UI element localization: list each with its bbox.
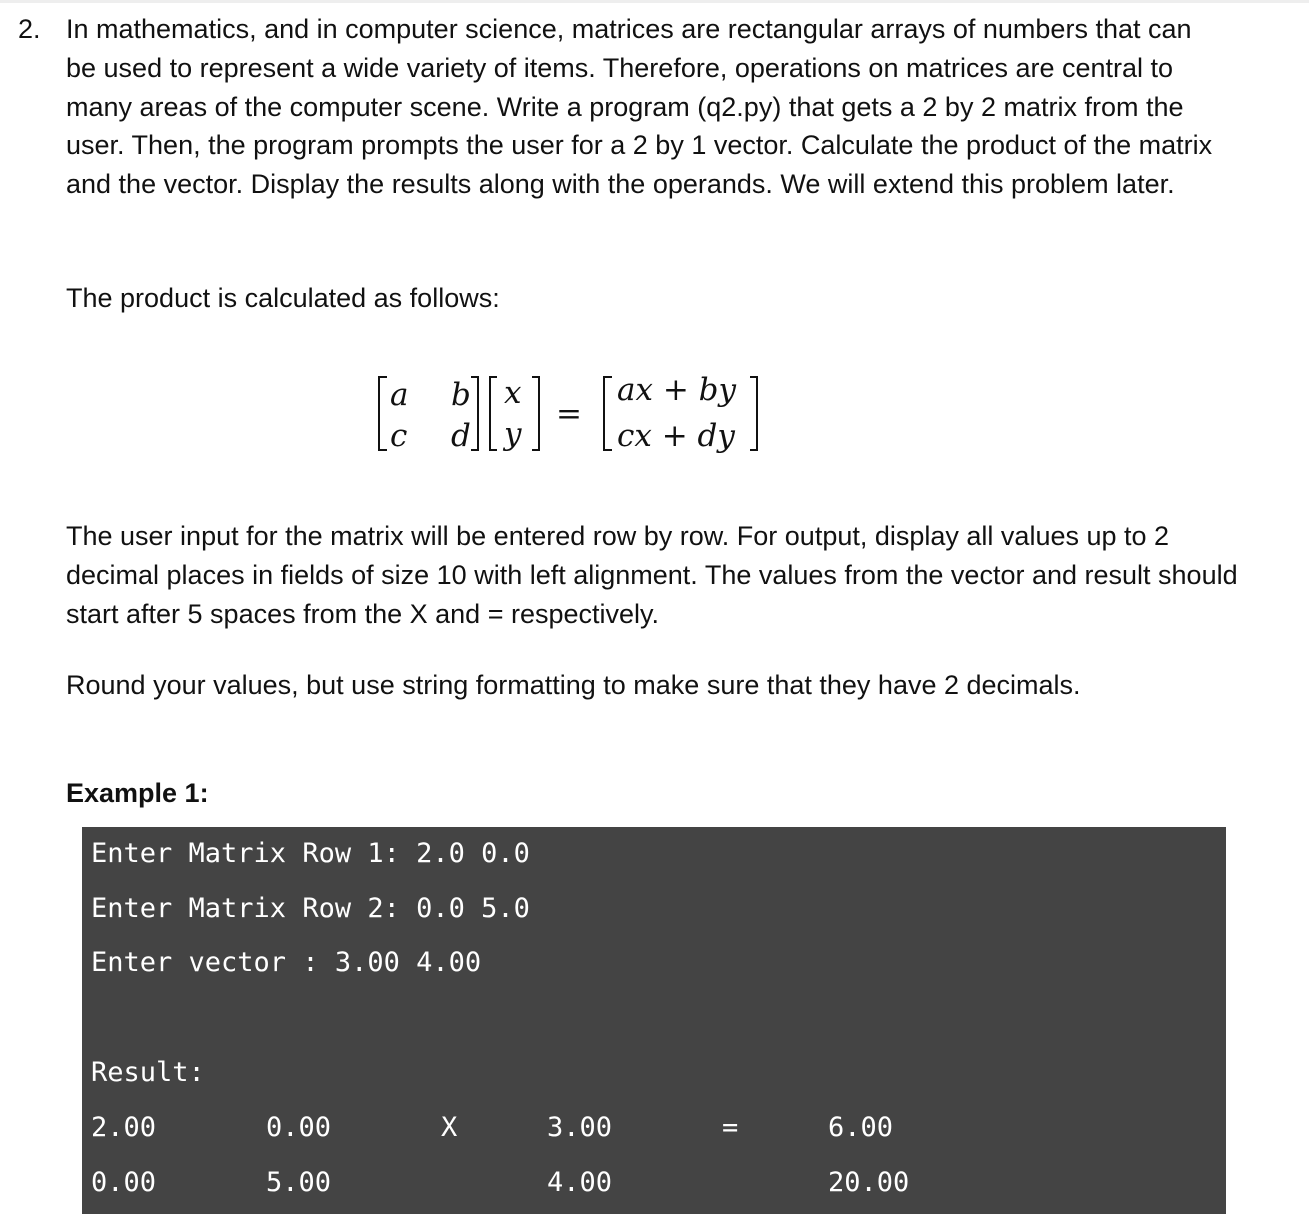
result-r2-vector: 4.00 <box>547 1167 613 1198</box>
matrix-c: c <box>390 418 408 454</box>
top-border <box>0 0 1309 3</box>
example-heading: Example 1: <box>66 778 209 808</box>
formula-equals: = <box>556 396 582 432</box>
vector-y: y <box>504 416 522 452</box>
input-output-instructions: The user input for the matrix will be entered row by row. For output, display all values up to 2 decimal places in fields of size 10 with left alignment. The values from the vector and result should start after 5 spaces from the X and = respectively. <box>66 521 1238 629</box>
vector-left-bracket <box>490 377 497 450</box>
result-r1-m1: 2.00 <box>91 1112 157 1143</box>
problem-description: In mathematics, and in computer science, matrices are rectangular arrays of numbers that can be used to represent a wide variety of items. Therefore, operations on matrices are central to many areas of the computer scene. Write a program (q2.py) that gets a 2 by 2 matrix from the user. Then, the program prompts the user for a 2 by 1 vector. Calculate the product of the matrix and the vector. Display the results along with the operands. We will extend this problem later. <box>66 14 1213 200</box>
product-intro: The product is calculated as follows: <box>66 283 500 313</box>
vector-x: x <box>504 375 522 411</box>
result-r1-value: 6.00 <box>828 1112 894 1143</box>
prompt-matrix-row-2: Enter Matrix Row 2: 0.0 5.0 <box>91 893 530 924</box>
result-r1-equals: = <box>722 1112 739 1143</box>
question-number: 2. <box>18 14 41 44</box>
result-r1-vector: 3.00 <box>547 1112 613 1143</box>
result-label: Result: <box>91 1057 205 1088</box>
matrix-d: d <box>451 418 471 454</box>
result-r2-m1: 0.00 <box>91 1167 157 1198</box>
result-r1-m2: 0.00 <box>266 1112 332 1143</box>
result-r2-m2: 5.00 <box>266 1167 332 1198</box>
result-r1-operator: X <box>441 1112 458 1143</box>
result-row-2: cx + dy <box>617 418 735 454</box>
matrix-left-bracket <box>379 377 387 450</box>
matrix-right-bracket <box>471 377 478 450</box>
rounding-instructions: Round your values, but use string formatting to make sure that they have 2 decimals. <box>66 670 1081 700</box>
prompt-vector: Enter vector : 3.00 4.00 <box>91 947 482 978</box>
result-row-1: ax + by <box>617 372 737 408</box>
terminal-output <box>82 827 1226 1214</box>
vector-right-bracket <box>532 377 539 450</box>
prompt-matrix-row-1: Enter Matrix Row 1: 2.0 0.0 <box>91 838 530 869</box>
result-r2-value: 20.00 <box>828 1167 910 1198</box>
result-right-bracket <box>750 377 757 450</box>
result-left-bracket <box>604 377 612 450</box>
matrix-b: b <box>451 377 471 413</box>
matrix-a: a <box>390 377 409 413</box>
